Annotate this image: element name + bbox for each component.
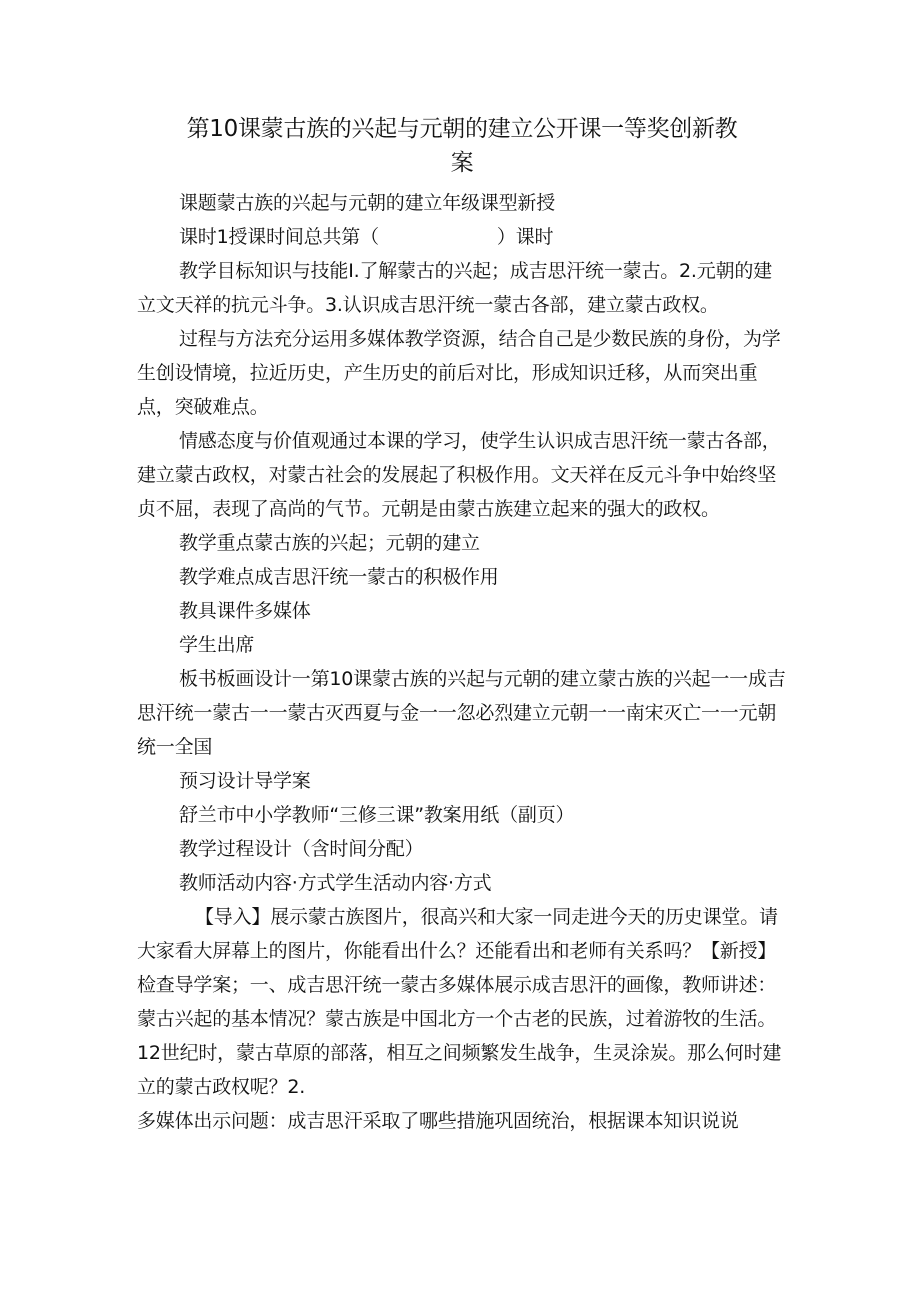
document-body bbox=[137, 112, 787, 1138]
activity-columns-heading: 教师活动内容·方式学生活动内容·方式 bbox=[179, 872, 492, 894]
preview-design: 预习设计导学案 bbox=[179, 770, 311, 792]
student-attendance: 学生出席 bbox=[179, 634, 255, 656]
teaching-difficulties: 教学难点成吉思汗统一蒙古的积极作用 bbox=[179, 566, 499, 588]
blackboard-design: 板书板画设计一第10课蒙古族的兴起与元朝的建立蒙古族的兴起一一成吉思汗统一蒙古一一蒙古灭西夏与金一一忽必烈建立元朝一一南宋灭亡一一元朝统一全国 bbox=[137, 668, 786, 758]
teaching-process-heading: 教学过程设计（含时间分配） bbox=[179, 838, 424, 860]
process-and-methods: 过程与方法充分运用多媒体教学资源，结合自己是少数民族的身份，为学生创设情境，拉近历史，产生历史的前后对比，形成知识迁移，从而突出重点，突破难点。 bbox=[137, 328, 781, 418]
lesson-introduction: 【导入】展示蒙古族图片，很高兴和大家一同走进今天的历史课堂。请大家看大屏幕上的图片，你能看出什么？还能看出和老师有关系吗？【新授】检查导学案；一、成吉思汗统一蒙古多媒体展示成吉思汗的画像，教师讲述：蒙古兴起的基本情况？蒙古族是中国北方一个古老的民族，过着游牧的生活。12世纪时，蒙古草原的部落，相互之间频繁发生战争，生灵涂炭。那么何时建立的蒙古政权呢？2. bbox=[137, 906, 782, 1098]
lesson-hours-text: 课时1授课时间总共第（ bbox=[179, 226, 379, 248]
teaching-objectives: 教学目标知识与技能Ⅰ.了解蒙古的兴起；成吉思汗统一蒙古。2.元朝的建立文天祥的抗元斗争。3.认识成吉思汗统一蒙古各部，建立蒙古政权。 bbox=[137, 260, 772, 316]
teaching-aids: 教具课件多媒体 bbox=[179, 600, 311, 622]
title-line-1: 第10课蒙古族的兴起与元朝的建立公开课一等奖创新教 bbox=[186, 116, 738, 142]
lesson-hours-row bbox=[137, 220, 787, 254]
title-line-2: 案 bbox=[450, 150, 474, 176]
lesson-hours-suffix: ）课时 bbox=[496, 226, 554, 248]
teaching-key-points: 教学重点蒙古族的兴起；元朝的建立 bbox=[179, 532, 480, 554]
document-title bbox=[137, 112, 787, 180]
emotional-attitudes: 情感态度与价值观通过本课的学习，使学生认识成吉思汗统一蒙古各部，建立蒙古政权，对蒙古社会的发展起了积极作用。文天祥在反元斗争中始终坚贞不屈，表现了高尚的气节。元朝是由蒙古族建立起来的强大的政权。 bbox=[137, 430, 781, 520]
page-header-note: 舒兰市中小学教师“三修三课”教案用纸（副页） bbox=[179, 804, 575, 826]
multimedia-question: 多媒体出示问题：成吉思汗采取了哪些措施巩固统治，根据课本知识说说 bbox=[137, 1110, 739, 1132]
lesson-topic-row: 课题蒙古族的兴起与元朝的建立年级课型新授 bbox=[179, 192, 556, 214]
